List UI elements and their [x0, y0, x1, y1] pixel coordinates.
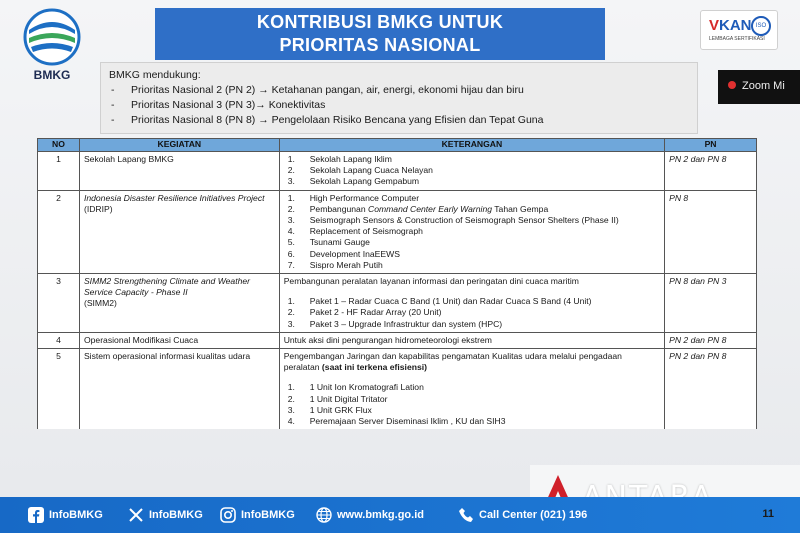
list-item: 4. Replacement of Seismograph [287, 226, 423, 237]
footer-bar [0, 497, 800, 533]
list-item: 2. 1 Unit Digital Tritator [287, 393, 388, 404]
title-line-2: PRIORITAS NASIONAL [279, 35, 481, 55]
table-row [38, 274, 757, 333]
support-item: - Prioritas Nasional 3 (PN 3)→ Konektivitas [109, 98, 689, 113]
list-item: 2. Paket 2 - HF Radar Array (20 Unit) [287, 307, 442, 318]
support-item: - Prioritas Nasional 2 (PN 2) → Ketahanan pangan, air, energi, ekonomi hijau dan biru [109, 83, 689, 98]
kan-brand [709, 17, 752, 34]
table-row [38, 190, 757, 273]
support-intro: BMKG mendukung: [109, 69, 201, 81]
list-item: 4. Peremajaan Server Diseminasi Iklim , KU dan SIH3 [287, 416, 506, 427]
slide-title [155, 8, 605, 60]
cell-no: 1 [38, 152, 80, 191]
list-item: 1. High Performance Computer [287, 192, 420, 203]
support-box [100, 62, 698, 134]
cell-keterangan [279, 190, 664, 273]
table-row [38, 349, 757, 430]
list-item: 3. Paket 3 – Upgrade Infrastruktur dan system (HPC) [287, 318, 503, 329]
header-no: NO [38, 139, 80, 152]
list-item: 2. Sekolah Lapang Cuaca Nelayan [287, 165, 433, 176]
phone-icon [458, 507, 474, 523]
support-list [109, 83, 689, 128]
cell-kegiatan: Indonesia Disaster Resilience Initiatives Project (IDRIP) [79, 190, 279, 273]
iso-seal-icon: ISO [751, 16, 771, 36]
cell-no: 3 [38, 274, 80, 333]
cell-no: 4 [38, 332, 80, 348]
bmkg-logo [18, 8, 86, 88]
instagram-icon [220, 507, 236, 523]
kan-sub: LEMBAGA SERTIFIKASI [709, 36, 765, 42]
globe-icon [316, 507, 332, 523]
cell-keterangan [279, 274, 664, 333]
footer-facebook[interactable]: InfoBMKG [28, 507, 103, 523]
list-item: 1. Sekolah Lapang Iklim [287, 154, 392, 164]
cell-no: 2 [38, 190, 80, 273]
cell-keterangan [279, 152, 664, 191]
cell-intro: Pembangunan peralatan layanan informasi dan peringatan dini cuaca maritim [283, 276, 579, 287]
cell-kegiatan: Sistem operasional informasi kualitas udara [79, 349, 279, 430]
kan-v: V [709, 17, 720, 34]
list-item: 6. Development InaEEWS [287, 248, 400, 259]
footer-call-center[interactable]: Call Center (021) 196 [458, 507, 587, 523]
header-kegiatan: KEGIATAN [79, 139, 279, 152]
cell-pn: PN 2 dan PN 8 [665, 152, 757, 191]
cell-kegiatan: Operasional Modifikasi Cuaca [79, 332, 279, 348]
kan-badge [700, 10, 778, 50]
footer-x[interactable]: InfoBMKG [128, 507, 203, 523]
cell-no: 5 [38, 349, 80, 430]
list-item: 2. Pembangunan Command Center Early Warning Tahan Gempa [287, 203, 549, 214]
footer-web[interactable]: www.bmkg.go.id [316, 507, 424, 523]
table-header-row [38, 139, 757, 152]
table-row [38, 152, 757, 191]
kan-label: KAN [719, 17, 752, 34]
list-item: 5. Tsunami Gauge [287, 237, 370, 248]
list-item: 7. Sispro Merah Putih [287, 259, 383, 270]
cell-intro: Pengembangan Jaringan dan kapabilitas pengamatan Kualitas udara melalui pengadaan peralatan (saat ini terkena efisiensi) [283, 351, 622, 373]
record-dot-icon [728, 81, 736, 89]
cell-pn: PN 2 dan PN 8 [665, 349, 757, 430]
title-line-1: KONTRIBUSI BMKG UNTUK [256, 12, 504, 32]
cell-kegiatan: Sekolah Lapang BMKG [79, 152, 279, 191]
cell-pn: PN 2 dan PN 8 [665, 332, 757, 348]
list-item: 3. 1 Unit GRK Flux [287, 404, 372, 415]
priority-table [37, 138, 757, 429]
cell-pn: PN 8 dan PN 3 [665, 274, 757, 333]
zoom-overlay [718, 70, 800, 104]
table-row [38, 332, 757, 348]
support-item: - Prioritas Nasional 8 (PN 8) → Pengelolaan Risiko Bencana yang Efisien dan Tepat Guna [109, 113, 689, 128]
header-pn: PN [665, 139, 757, 152]
list-item: 3. Sekolah Lapang Gempabum [287, 176, 420, 187]
list-item: 1. Paket 1 – Radar Cuaca C Band (1 Unit) dan Radar Cuaca S Band (4 Unit) [287, 296, 592, 307]
page-number: 11 [762, 508, 774, 520]
logo-text: BMKG [33, 68, 71, 82]
header-keterangan: KETERANGAN [279, 139, 664, 152]
cell-keterangan: Untuk aksi dini pengurangan hidrometeorologi ekstrem [279, 332, 664, 348]
list-item: 3. Seismograph Sensors & Construction of Seismograph Sensor Shelters (Phase II) [287, 215, 619, 226]
x-icon [128, 507, 144, 523]
bmkg-emblem-icon [23, 8, 81, 66]
list-item: 1. 1 Unit Ion Kromatografi Lation [287, 382, 424, 393]
cell-kegiatan: SIMM2 Strengthening Climate and Weather Service Capacity - Phase II (SIMM2) [79, 274, 279, 333]
cell-pn: PN 8 [665, 190, 757, 273]
facebook-icon [28, 507, 44, 523]
zoom-label: Zoom Mi [742, 80, 785, 92]
cell-keterangan [279, 349, 664, 430]
footer-instagram[interactable]: InfoBMKG [220, 507, 295, 523]
